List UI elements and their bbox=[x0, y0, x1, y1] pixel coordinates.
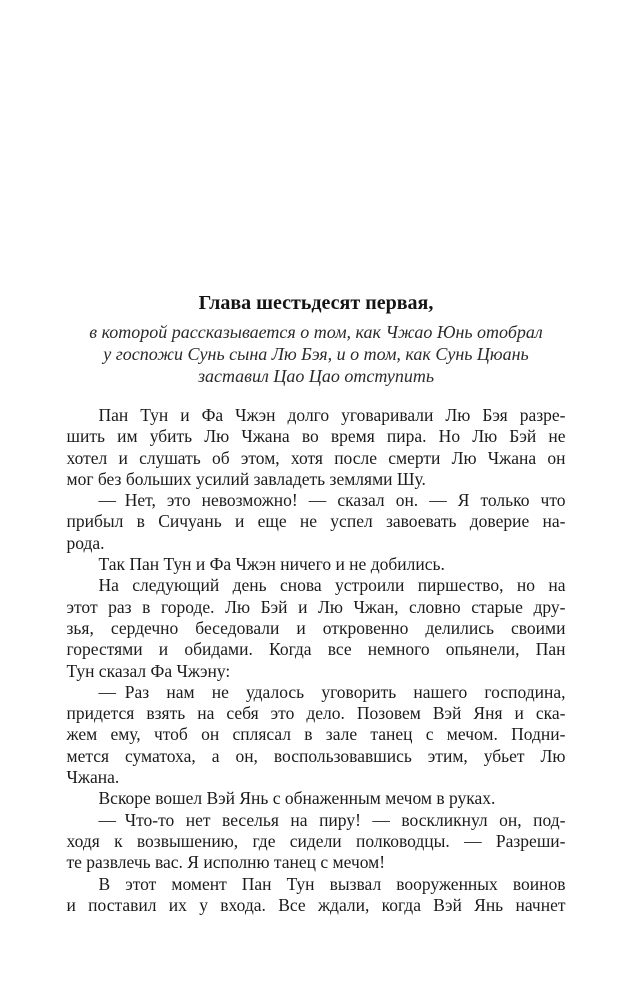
text-line: Тун сказал Фа Чжэну: bbox=[66, 660, 231, 681]
text-line: мется суматоха, а он, воспользовавшись этим, убьет Лю bbox=[66, 745, 566, 766]
text-line: шить им убить Лю Чжана во время пира. Но Лю Бэй не bbox=[66, 426, 566, 447]
text-line: этот раз в городе. Лю Бэй и Лю Чжан, словно старые дру- bbox=[66, 596, 566, 617]
paragraph bbox=[67, 682, 566, 788]
paragraph bbox=[67, 810, 566, 874]
text-line: На следующий день снова устроили пиршество, но на bbox=[98, 575, 566, 596]
text-line: В этот момент Пан Тун вызвал вооруженных воинов bbox=[98, 873, 566, 894]
text-line: те развлечь вас. Я исполню танец с мечом! bbox=[66, 852, 386, 873]
chapter-subtitle-line: заставил Цао Цао отступить bbox=[197, 366, 435, 386]
text-line: жем ему, чтоб он сплясал в зале танец с мечом. Подни- bbox=[66, 724, 566, 745]
chapter-subtitle-line: у госпожи Сунь сына Лю Бэя, и о том, как Сунь Цюань bbox=[103, 344, 529, 364]
text-line: рода. bbox=[66, 532, 105, 553]
text-line: Чжана. bbox=[66, 767, 120, 788]
text-line: — Что-то нет веселья на пиру! — воскликнул он, под- bbox=[98, 809, 566, 830]
text-line: Так Пан Тун и Фа Чжэн ничего и не добились. bbox=[98, 554, 445, 575]
text-line: и поставил их у входа. Все ждали, когда Вэй Янь начнет bbox=[66, 894, 566, 915]
paragraph bbox=[67, 575, 566, 681]
page-content bbox=[67, 0, 566, 916]
text-line: Вскоре вошел Вэй Янь с обнаженным мечом в руках. bbox=[98, 788, 496, 809]
paragraph bbox=[67, 788, 566, 809]
text-line: Пан Тун и Фа Чжэн долго уговаривали Лю Бэя разре- bbox=[98, 405, 566, 425]
text-line: мог без больших усилий завладеть землями Шу. bbox=[66, 468, 426, 489]
text-line: хотел и слушать об этом, хотя после смерти Лю Чжана он bbox=[66, 447, 566, 468]
text-line: придется взять на себя это дело. Позовем Вэй Яня и ска- bbox=[66, 703, 566, 724]
text-line: — Нет, это невозможно! — сказал он. — Я только что bbox=[98, 490, 566, 511]
chapter-subtitle bbox=[67, 321, 566, 387]
text-line: зья, сердечно беседовали и откровенно делились своими bbox=[66, 617, 566, 638]
text-line: горестями и обидами. Когда все немного опьянели, Пан bbox=[66, 639, 566, 660]
paragraph bbox=[67, 874, 566, 917]
chapter-title: Глава шестьдесят первая, bbox=[198, 292, 434, 314]
chapter-subtitle-line: в которой рассказывается о том, как Чжао Юнь отобрал bbox=[89, 322, 543, 342]
paragraph bbox=[67, 554, 566, 575]
paragraph bbox=[67, 490, 566, 554]
text-line: прибыл в Сичуань и еще не успел завоевать доверие на- bbox=[66, 511, 566, 532]
text-line: ходя к возвышению, где сидели полководцы. — Разреши- bbox=[66, 830, 566, 851]
paragraph bbox=[67, 405, 566, 490]
text-line: — Раз нам не удалось уговорить нашего господина, bbox=[98, 681, 566, 702]
chapter-body bbox=[67, 405, 566, 916]
